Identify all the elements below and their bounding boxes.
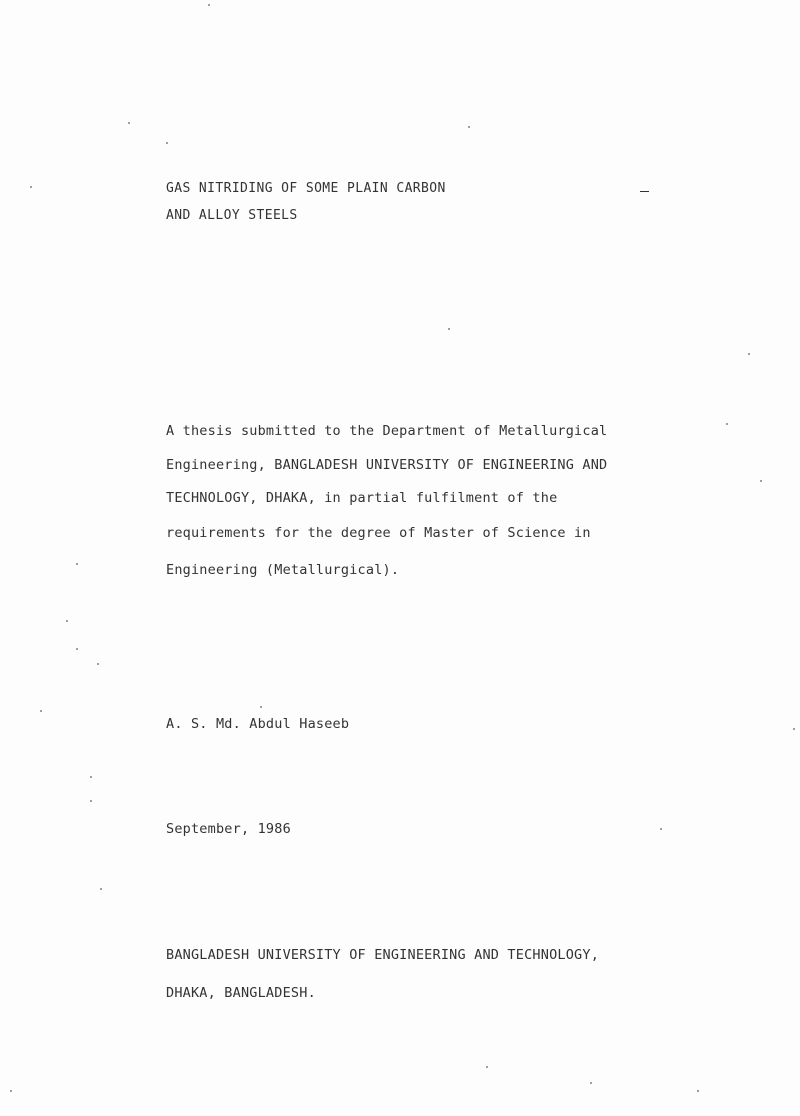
- speck: [30, 186, 32, 188]
- title-line-1: GAS NITRIDING OF SOME PLAIN CARBON: [166, 181, 446, 196]
- statement-line-4: requirements for the degree of Master of Science in: [166, 525, 591, 541]
- speck: [726, 423, 728, 425]
- submission-date: September, 1986: [166, 821, 291, 837]
- institution-line-1: BANGLADESH UNIVERSITY OF ENGINEERING AND TECHNOLOGY,: [166, 947, 600, 963]
- speck: [90, 800, 92, 802]
- speck: [166, 142, 168, 144]
- speck: [66, 620, 68, 622]
- speck: [748, 353, 750, 355]
- speck: [76, 648, 78, 650]
- speck: [76, 563, 78, 565]
- statement-line-2: Engineering, BANGLADESH UNIVERSITY OF ENGINEERING AND: [166, 457, 608, 473]
- speck: [260, 706, 262, 708]
- speck: [590, 1082, 592, 1084]
- institution-line-2: DHAKA, BANGLADESH.: [166, 985, 316, 1001]
- statement-line-5: Engineering (Metallurgical).: [166, 562, 400, 578]
- speck: [100, 888, 102, 890]
- statement-line-3: TECHNOLOGY, DHAKA, in partial fulfilment of the: [166, 490, 558, 506]
- title-line-2: AND ALLOY STEELS: [166, 208, 298, 223]
- speck: [760, 480, 762, 482]
- speck: [660, 828, 662, 830]
- speck: [10, 1090, 12, 1092]
- speck: [697, 1090, 699, 1092]
- speck: [793, 728, 795, 730]
- speck: [468, 126, 470, 128]
- statement-line-1: A thesis submitted to the Department of Metallurgical: [166, 423, 608, 439]
- speck: [128, 122, 130, 124]
- speck: [486, 1066, 488, 1068]
- speck: [90, 776, 92, 778]
- speck: [97, 663, 99, 665]
- speck: [40, 710, 42, 712]
- speck: [208, 4, 210, 6]
- speck: [448, 328, 450, 330]
- author-name: A. S. Md. Abdul Haseeb: [166, 716, 350, 732]
- scan-mark: [640, 191, 649, 192]
